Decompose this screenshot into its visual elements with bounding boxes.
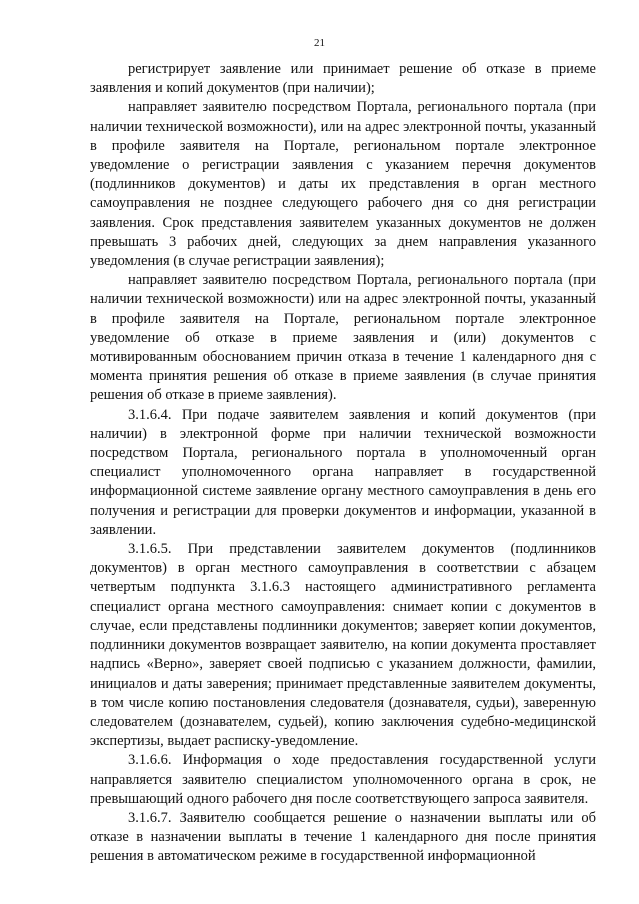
paragraph-refusal-notice: направляет заявителю посредством Портала, регионального портала (при наличии технической возможности) или на адрес электронной почты, указанный в профиле заявителя на Портале, региональном портале электронное уведомление об отказе в приеме заявления и (или) документов с мотивированным обоснованием причин отказа в течение 1 календарного дня с момента принятия решения об отказе в приеме заявления (в случае принятия решения об отказе в приеме заявления). xyxy=(90,272,596,404)
document-body xyxy=(90,60,596,867)
paragraph-3-1-6-6: 3.1.6.6. Информация о ходе предоставления государственной услуги направляется заявителю специалистом уполномоченного органа в срок, не превышающий одного рабочего дня после соответствующего запроса заявителя. xyxy=(90,752,596,807)
paragraph-registration-notice: направляет заявителю посредством Портала, регионального портала (при наличии технической возможности), или на адрес электронной почты, указанный в профиле заявителя на Портале, региональном портале электронное уведомление о регистрации заявления с указанием перечня документов (подлинников документов) и даты их представления в орган местного самоуправления не позднее следующего рабочего дня со дня регистрации заявления. Срок представления заявителем указанных документов не должен превышать 3 рабочих дней, следующих за днем направления указанного уведомления (в случае регистрации заявления); xyxy=(90,99,596,270)
paragraph-register: регистрирует заявление или принимает решение об отказе в приеме заявления и копий документов (при наличии); xyxy=(90,61,596,97)
paragraph-3-1-6-5: 3.1.6.5. При представлении заявителем документов (подлинников документов) в орган местного самоуправления в соответствии с абзацем четвертым подпункта 3.1.6.3 настоящего административного регламента специалист органа местного самоуправления: снимает копии с документов в случае, если представлены подлинники документов; заверяет копии документов, подлинники документов возвращает заявителю, на копии документа проставляет надпись «Верно», заверяет своей подписью с указанием должности, фамилии, инициалов и даты заверения; принимает представленные заявителем документы, в том числе копию постановления следователя (дознавателя, судьи), заверенную следователем (дознавателем, судьей), копию заключения судебно-медицинской экспертизы, выдает расписку-уведомление. xyxy=(90,541,596,750)
paragraph-3-1-6-4: 3.1.6.4. При подаче заявителем заявления и копий документов (при наличии) в электронной форме при наличии технической возможности посредством Портала, регионального портала в уполномоченный орган специалист уполномоченного органа направляет в государственной информационной системе заявление органу местного самоуправления в день его получения и регистрации для проверки документов и информации, указанной в заявлении. xyxy=(90,406,596,538)
page-number: 21 xyxy=(314,37,325,49)
paragraph-3-1-6-7: 3.1.6.7. Заявителю сообщается решение о назначении выплаты или об отказе в назначении выплаты в течение 1 календарного дня после принятия решения в автоматическом режиме в государственной информационной xyxy=(90,809,596,865)
